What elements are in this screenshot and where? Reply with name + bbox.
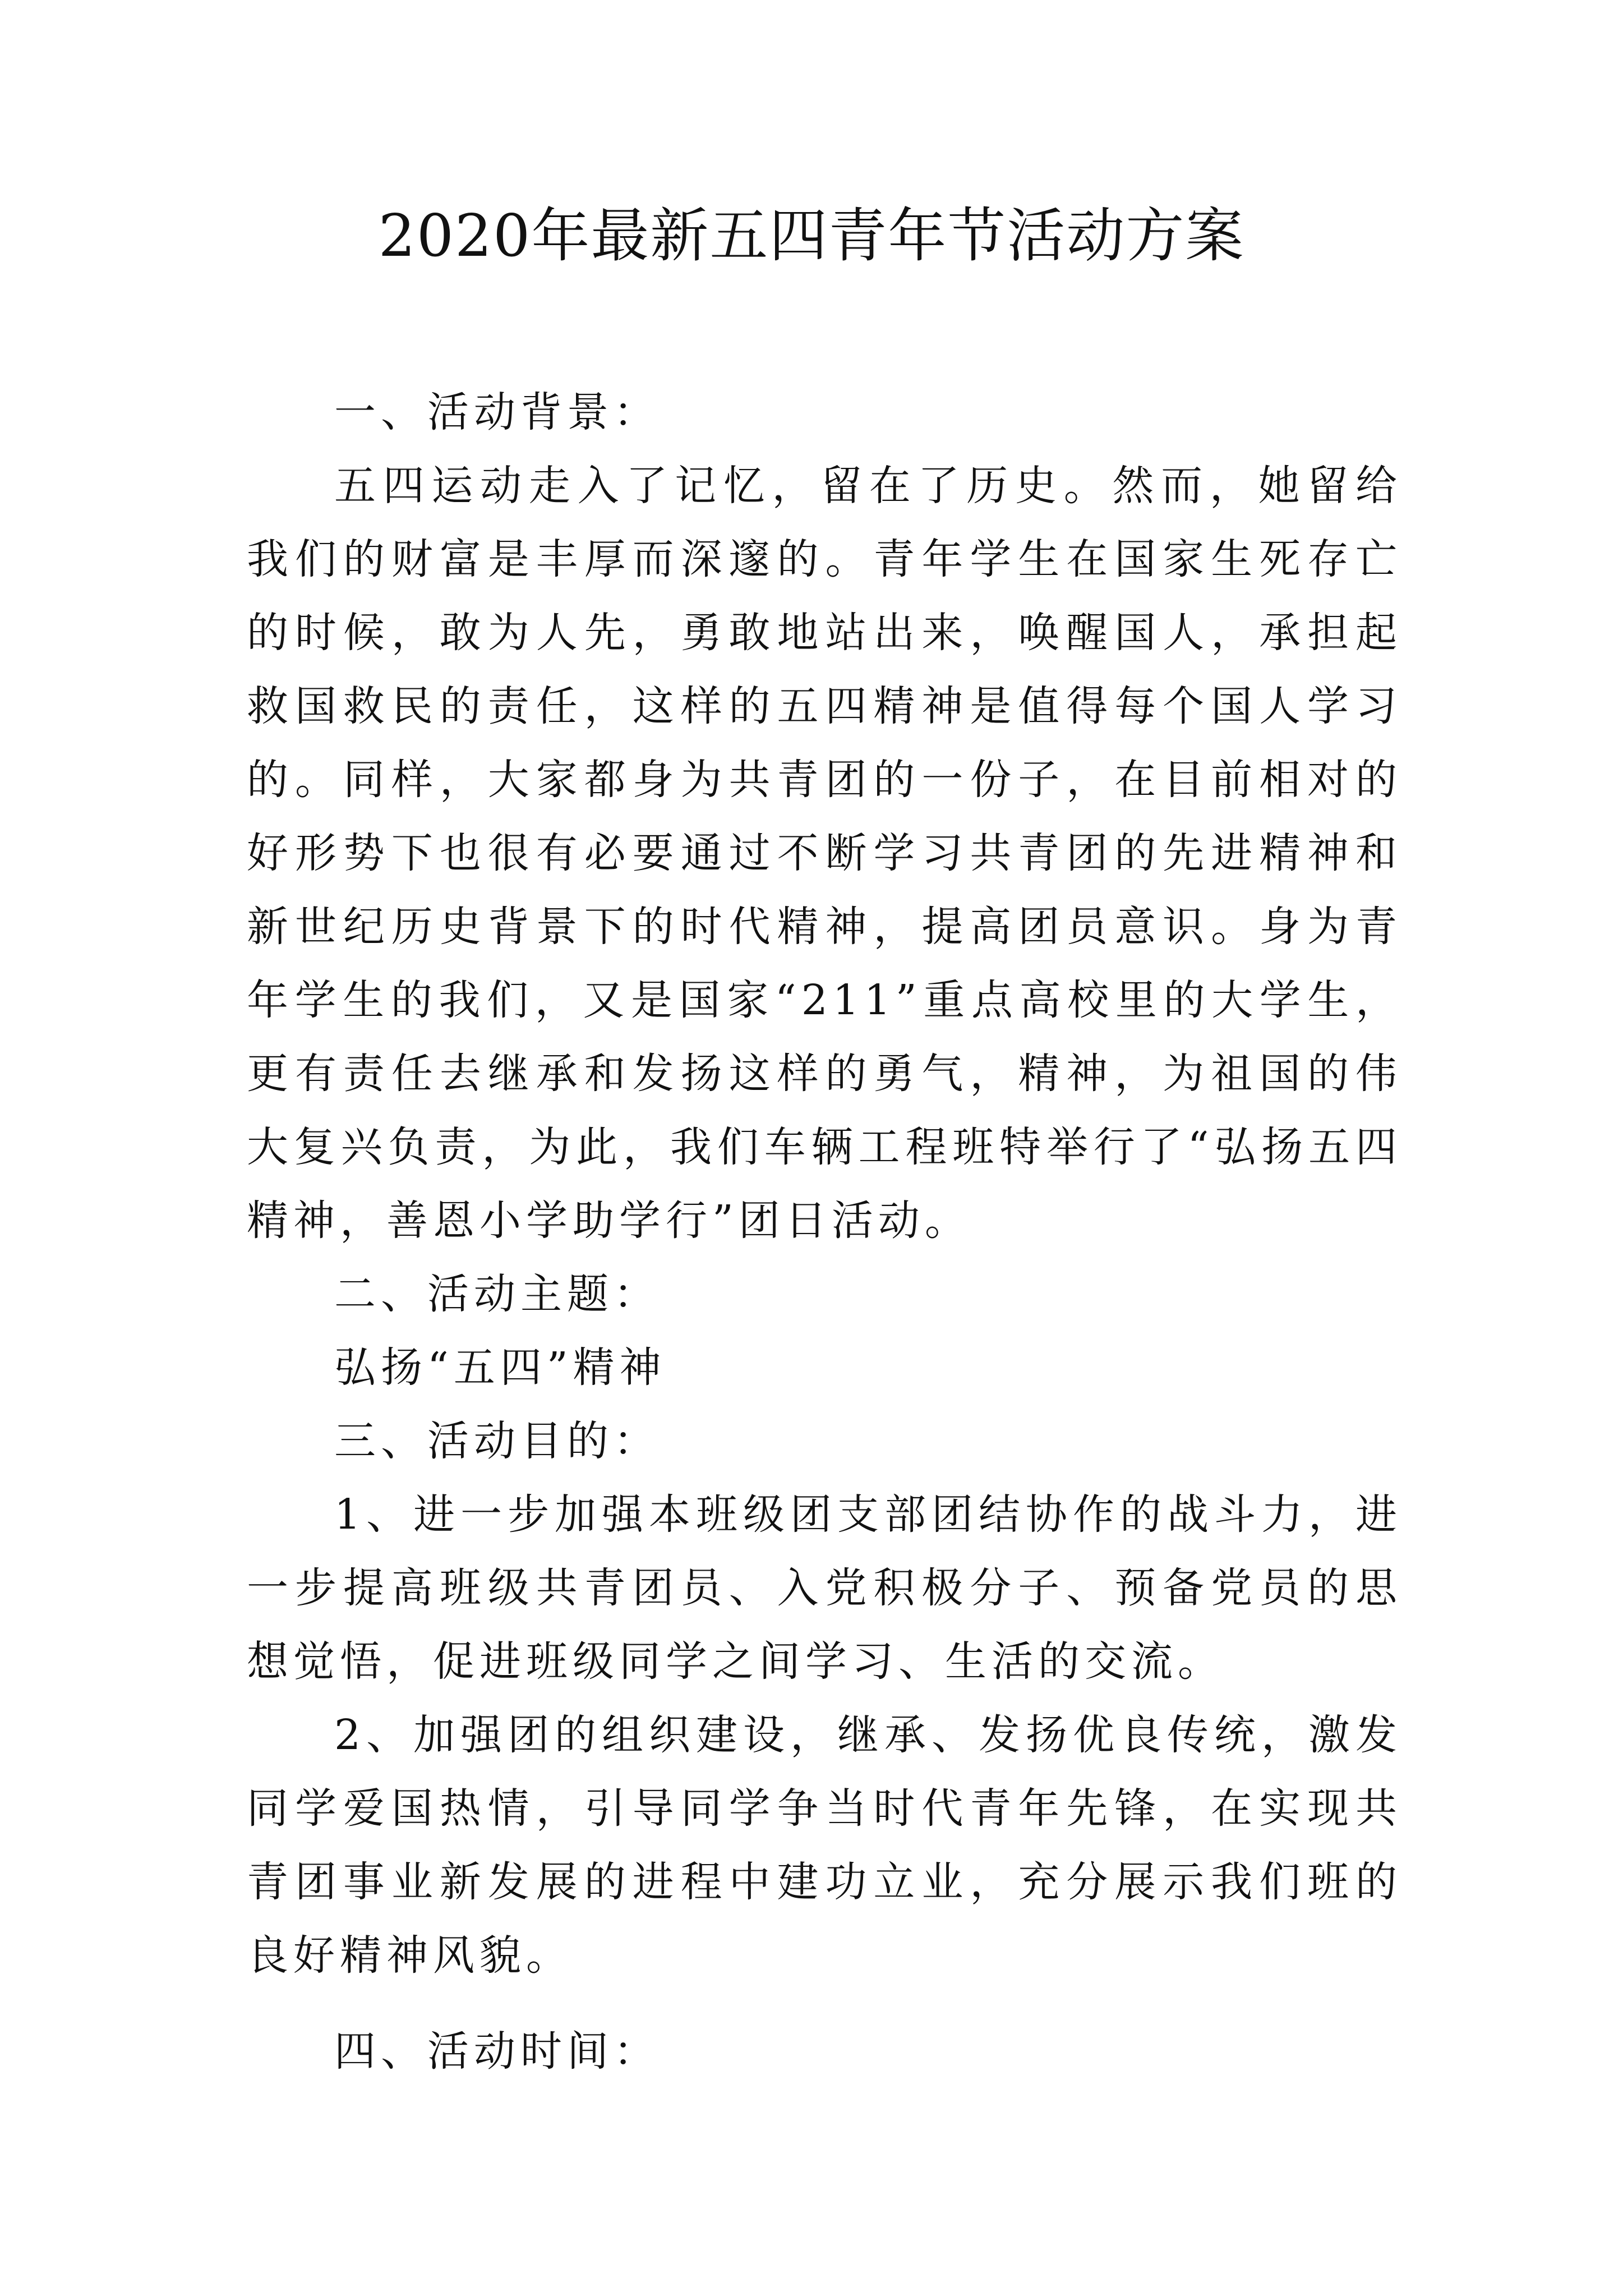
paragraph-background: 五四运动走入了记忆，留在了历史。然而，她留给我们的财富是丰厚而深邃的。青年学生在国家生死存亡的时候，敢为人先，勇敢地站出来，唤醒国人，承担起救国救民的责任，这样的五四精神是值得每个国人学习的。同样，大家都身为共青团的一份子，在目前相对的好形势下也很有必要通过不断学习共青团的先进精神和新世纪历史背景下的时代精神，提高团员意识。身为青年学生的我们，又是国家“211”重点高校里的大学生，更有责任去继承和发扬这样的勇气，精神，为祖国的伟大复兴负责，为此，我们车辆工程班特举行了“弘扬五四精神，善恩小学助学行”团日活动。 bbox=[247, 462, 1402, 1245]
section-heading-time: 四、活动时间： bbox=[334, 2027, 660, 2076]
section-heading-theme: 二、活动主题： bbox=[334, 1270, 660, 1318]
section-heading-background: 一、活动背景： bbox=[334, 388, 660, 436]
paragraph-theme: 弘扬“五四”精神 bbox=[334, 1343, 666, 1392]
section-heading-purpose: 三、活动目的： bbox=[334, 1417, 660, 1465]
paragraph-purpose-1: 1、进一步加强本班级团支部团结协作的战斗力，进一步提高班级共青团员、入党积极分子、预备党员的思想觉悟，促进班级同学之间学习、生活的交流。 bbox=[247, 1490, 1402, 1686]
page-title: 2020年最新五四青年节活动方案 bbox=[378, 201, 1245, 270]
paragraph-purpose-2: 2、加强团的组织建设，继承、发扬优良传统，激发同学爱国热情，引导同学争当时代青年先锋，在实现共青团事业新发展的进程中建功立业，充分展示我们班的良好精神风貌。 bbox=[247, 1711, 1402, 1980]
document-body bbox=[247, 376, 1402, 2088]
